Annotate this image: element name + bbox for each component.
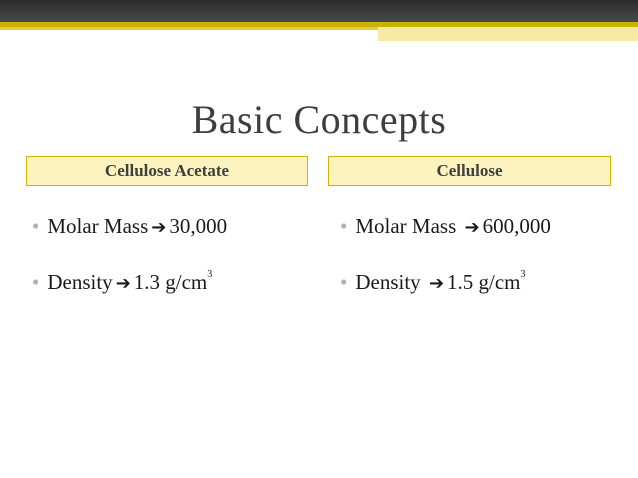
pale-gold-block <box>378 27 638 41</box>
item-value: 600,000 <box>482 214 551 238</box>
item-label: Density <box>47 270 113 294</box>
bullet-icon: • <box>340 214 348 238</box>
top-decorative-bar <box>0 0 638 22</box>
bullet-icon: • <box>340 270 348 294</box>
slide-title: Basic Concepts <box>191 97 447 142</box>
gold-stripe-lower <box>0 27 378 30</box>
bullet-icon: • <box>32 270 40 294</box>
column-header-cellulose-acetate: Cellulose Acetate <box>26 156 308 186</box>
arrow-right-icon: ➔ <box>428 273 445 294</box>
arrow-right-icon: ➔ <box>464 217 480 238</box>
item-value: 30,000 <box>169 214 228 238</box>
item-label: Molar Mass <box>355 214 462 238</box>
item-value: 1.3 g/cm <box>133 270 208 294</box>
list-item-density <box>340 270 551 326</box>
list-item-molar-mass <box>340 214 551 270</box>
item-label: Molar Mass <box>47 214 149 238</box>
list-item-density <box>32 270 227 326</box>
superscript: 3 <box>207 269 213 280</box>
bullet-list-cellulose <box>340 214 551 326</box>
column-header-cellulose: Cellulose <box>328 156 611 186</box>
arrow-right-icon: ➔ <box>115 273 131 294</box>
bullet-icon: • <box>32 214 40 238</box>
item-label: Density <box>355 270 426 294</box>
arrow-right-icon: ➔ <box>151 217 167 238</box>
item-value: 1.5 g/cm <box>447 270 521 294</box>
superscript: 3 <box>520 269 526 280</box>
list-item-molar-mass <box>32 214 227 270</box>
bullet-list-cellulose-acetate <box>32 214 227 326</box>
